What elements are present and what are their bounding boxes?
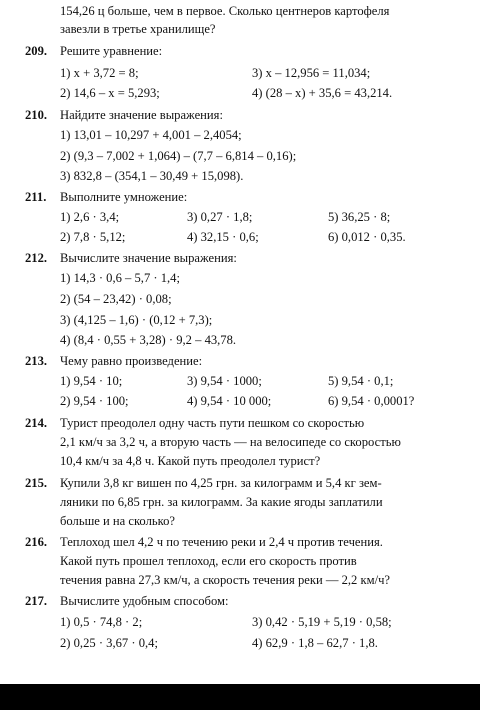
task-217-item: 1) 0,5 · 74,8 · 2;: [60, 615, 143, 629]
task-213-number: 213.: [25, 354, 48, 368]
task-214-line: Турист преодолел одну часть пути пешком со скоростью: [60, 416, 365, 430]
task-216-number: 216.: [25, 535, 48, 549]
task-215-line: больше и на сколько?: [60, 514, 175, 528]
intro-line-2: завезли в третье хранилище?: [60, 22, 216, 36]
task-214-line: 2,1 км/ч за 3,2 ч, а вторую часть — на велосипеде со скоростью: [60, 435, 401, 449]
task-217-item: 2) 0,25 · 3,67 · 0,4;: [60, 636, 158, 650]
task-217-number: 217.: [25, 594, 48, 608]
task-215-line: Купили 3,8 кг вишен по 4,25 грн. за килограмм и 5,4 кг зем-: [60, 476, 382, 490]
task-210-item: 1) 13,01 – 10,297 + 4,001 – 2,4054;: [60, 128, 242, 142]
task-212-heading: Вычислите значение выражения:: [60, 251, 237, 265]
task-211-item: 1) 2,6 · 3,4;: [60, 210, 120, 224]
task-211-item: 6) 0,012 · 0,35.: [328, 230, 406, 244]
task-211-item: 2) 7,8 · 5,12;: [60, 230, 126, 244]
task-209-heading: Решите уравнение:: [60, 44, 163, 58]
task-210-item: 2) (9,3 – 7,002 + 1,064) – (7,7 – 6,814 – 0,16);: [60, 149, 297, 163]
task-210-heading: Найдите значение выражения:: [60, 108, 223, 122]
task-214-line: 10,4 км/ч за 4,8 ч. Какой путь преодолел турист?: [60, 454, 321, 468]
task-209-item: 2) 14,6 – x = 5,293;: [60, 86, 160, 100]
task-217-heading: Вычислите удобным способом:: [60, 594, 229, 608]
task-211-heading: Выполните умножение:: [60, 190, 188, 204]
bottom-black-bar: [0, 684, 480, 710]
task-213-item: 2) 9,54 · 100;: [60, 394, 129, 408]
task-216-line: течения равна 27,3 км/ч, а скорость течения реки — 2,2 км/ч?: [60, 573, 390, 587]
task-212-item: 3) (4,125 – 1,6) · (0,12 + 7,3);: [60, 313, 213, 327]
task-212-item: 2) (54 – 23,42) · 0,08;: [60, 292, 172, 306]
task-209-item: 3) x – 12,956 = 11,034;: [252, 66, 371, 80]
task-210-number: 210.: [25, 108, 48, 122]
task-216-line: Какой путь прошел теплоход, если его скорость против: [60, 554, 357, 568]
task-211-item: 5) 36,25 · 8;: [328, 210, 391, 224]
task-209-item: 1) x + 3,72 = 8;: [60, 66, 139, 80]
intro-line-1: 154,26 ц больше, чем в первое. Сколько центнеров картофеля: [60, 4, 390, 18]
task-209-number: 209.: [25, 44, 48, 58]
task-213-item: 6) 9,54 · 0,0001?: [328, 394, 415, 408]
task-213-item: 4) 9,54 · 10 000;: [187, 394, 272, 408]
task-215-line: ляники по 6,85 грн. за килограмм. За какие ягоды заплатили: [60, 495, 383, 509]
task-214-number: 214.: [25, 416, 48, 430]
task-212-item: 1) 14,3 · 0,6 – 5,7 · 1,4;: [60, 271, 180, 285]
task-212-item: 4) (8,4 · 0,55 + 3,28) · 9,2 – 43,78.: [60, 333, 237, 347]
task-213-item: 3) 9,54 · 1000;: [187, 374, 262, 388]
task-213-item: 1) 9,54 · 10;: [60, 374, 123, 388]
task-211-number: 211.: [25, 190, 47, 204]
task-213-heading: Чему равно произведение:: [60, 354, 203, 368]
task-211-item: 3) 0,27 · 1,8;: [187, 210, 253, 224]
task-212-number: 212.: [25, 251, 48, 265]
task-217-item: 4) 62,9 · 1,8 – 62,7 · 1,8.: [252, 636, 378, 650]
task-215-number: 215.: [25, 476, 48, 490]
task-213-item: 5) 9,54 · 0,1;: [328, 374, 394, 388]
task-209-item: 4) (28 – x) + 35,6 = 43,214.: [252, 86, 393, 100]
task-210-item: 3) 832,8 – (354,1 – 30,49 + 15,098).: [60, 169, 244, 183]
task-217-item: 3) 0,42 · 5,19 + 5,19 · 0,58;: [252, 615, 392, 629]
task-211-item: 4) 32,15 · 0,6;: [187, 230, 259, 244]
task-216-line: Теплоход шел 4,2 ч по течению реки и 2,4 ч против течения.: [60, 535, 383, 549]
